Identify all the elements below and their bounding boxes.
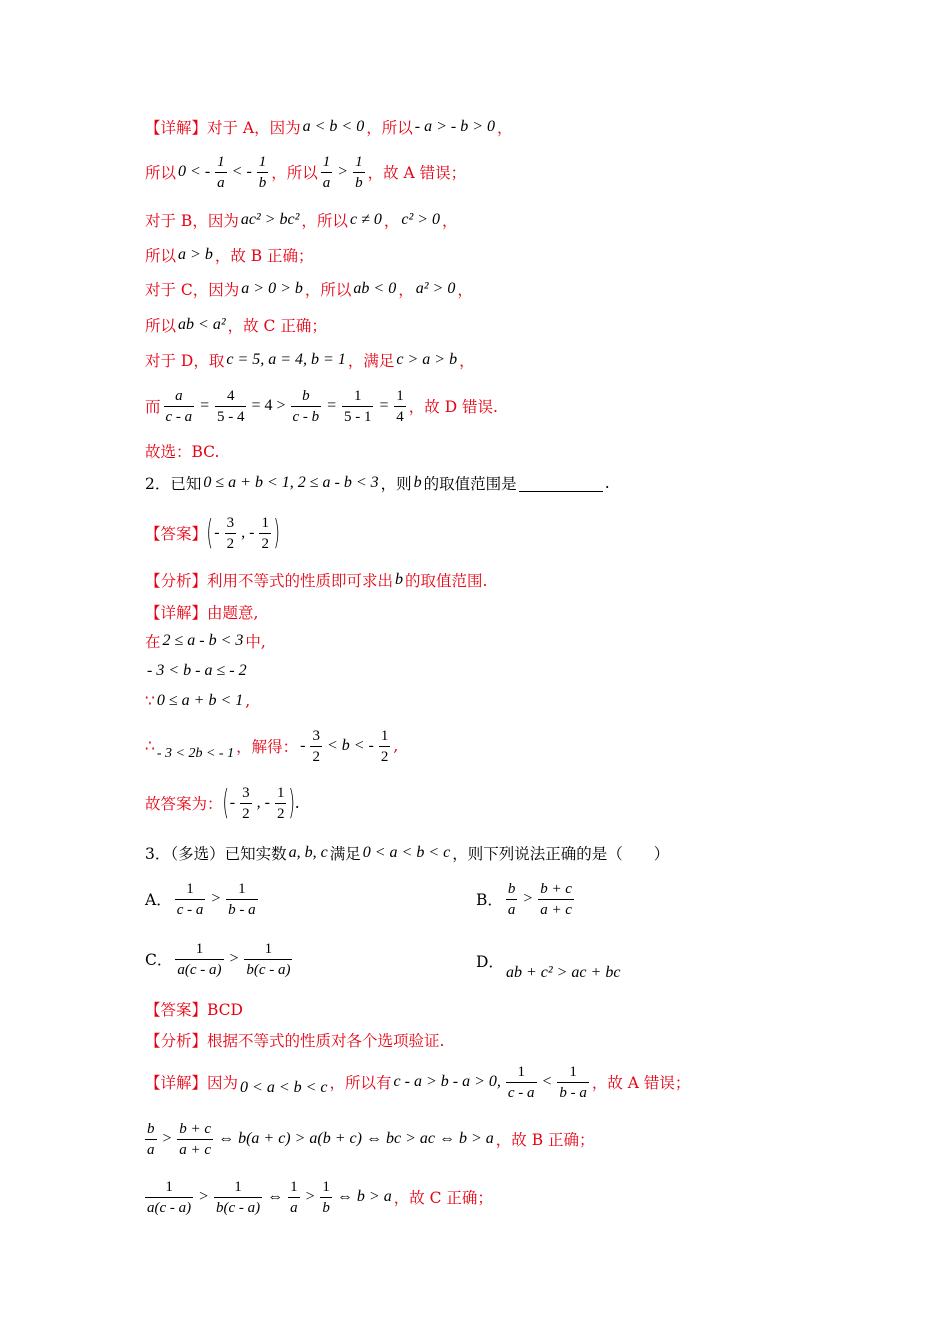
fraction: $\frac{1}{a}$	[290, 1178, 298, 1216]
fraction: $\frac{1}{b}$	[258, 153, 267, 191]
q2-step-1: 在 2 ≤ a - b < 3 中,	[145, 632, 266, 651]
q2-final: 故答案为： ( - $\frac{3}{2}$ , - $\frac{1}{2}$ ) .	[145, 783, 300, 823]
q2-analysis: 【分析】利用不等式的性质即可求出 b 的取值范围.	[145, 571, 488, 590]
p1-detail-tag: 【详解】对于 A，因为	[145, 119, 301, 137]
q2-step-3: ∵ 0 ≤ a + b < 1 ,	[145, 692, 251, 710]
fraction: $\frac{1}{5 - 1}$	[343, 387, 372, 425]
q3-detail-2: $\frac{b}{a}$ > $\frac{b + c}{a + c}$ ⇔ b(a + c) > a(b + c) ⇔ bc > ac ⇔ b > a ，故 B 正确；	[147, 1120, 595, 1158]
fraction: $\frac{3}{2}$	[242, 784, 250, 822]
fraction: $\frac{1}{c - a}$	[507, 1063, 535, 1101]
fraction: $\frac{1}{b}$	[322, 1178, 330, 1216]
fraction: $\frac{1}{2}$	[261, 514, 269, 552]
q3-option-b: B． $\frac{b}{a}$ > $\frac{b + c}{a + c}$	[476, 880, 572, 918]
p1-line-e: 对于 C，因为 a > 0 > b ，所以 ab < 0 ， a² > 0 ，	[145, 280, 473, 299]
fraction: $\frac{1}{b}$	[355, 153, 363, 191]
fraction: $\frac{3}{2}$	[226, 514, 235, 552]
fraction: $\frac{1}{a(c - a)}$	[177, 940, 222, 978]
q2-step-2: - 3 < b - a ≤ - 2	[147, 662, 247, 679]
p1-conclusion: 故选：BC.	[145, 443, 220, 461]
fraction: $\frac{b}{a}$	[147, 1120, 155, 1158]
q2-answer: 【答案】 ( - $\frac{3}{2}$ , - $\frac{1}{2}$ )	[145, 513, 280, 553]
p1-line-c: 对于 B，因为 ac² > bc² ，所以 c ≠ 0 ， c² > 0 ，	[145, 211, 458, 230]
p1-line-d: 所以 a > b ，故 B 正确；	[145, 246, 314, 265]
q3-analysis: 【分析】根据不等式的性质对各个选项验证.	[145, 1032, 445, 1050]
fraction: $\frac{4}{5 - 4}$	[216, 387, 245, 425]
fraction: $\frac{1}{4}$	[396, 387, 404, 425]
fraction: $\frac{1}{a}$	[217, 153, 225, 191]
fraction: $\frac{3}{2}$	[312, 727, 320, 765]
q2-detail: 【详解】由题意,	[145, 604, 259, 622]
fraction: $\frac{b}{a}$	[507, 880, 516, 918]
fraction: $\frac{1}{2}$	[380, 727, 389, 765]
fraction: $\frac{1}{2}$	[276, 784, 285, 822]
q3-option-c: C． $\frac{1}{a(c - a)}$ > $\frac{1}{b(c - a)}$	[145, 940, 291, 978]
p1-line-g: 对于 D，取 c = 5, a = 4, b = 1 ，满足 c > a > b ，	[145, 351, 475, 370]
q3-option-d: D． ab + c² > ac + bc	[476, 953, 621, 981]
q3-option-a: A． $\frac{1}{c - a}$ > $\frac{1}{b - a}$	[145, 880, 256, 918]
q2-step-4: ∴ - 3 < 2b < - 1 ，解得： - $\frac{3}{2}$ < b < - $\frac{1}{2}$ ,	[145, 727, 399, 765]
fraction: $\frac{1}{c - a}$	[176, 880, 204, 918]
q3-answer: 【答案】BCD	[145, 1001, 243, 1019]
q3-detail-1: 【详解】因为 0 < a < b < c ，所以有 c - a > b - a > 0, $\frac{1}{c - a}$ < $\frac{1}{b - a}$ ，故 A 错误；	[145, 1063, 691, 1101]
q3-stem: 3．（多选）已知实数 a, b, c 满足 0 < a < b < c ，则下列说法正确的是（ ）	[145, 844, 670, 863]
q3-detail-3: $\frac{1}{a(c - a)}$ > $\frac{1}{b(c - a)}$ ⇔ $\frac{1}{a}$ > $\frac{1}{b}$ ⇔ b > a ，故 C 正确；	[147, 1178, 493, 1216]
q2-stem: 2．已知 0 ≤ a + b < 1, 2 ≤ a - b < 3 ，则 b 的取值范围是 .	[145, 474, 610, 493]
p1-line-f: 所以 ab < a² ，故 C 正确；	[145, 316, 327, 335]
fraction: $\frac{1}{a(c - a)}$	[147, 1178, 192, 1216]
fraction: $\frac{1}{b - a}$	[228, 880, 256, 918]
answer-blank	[519, 475, 603, 492]
fraction: $\frac{b + c}{a + c}$	[179, 1120, 212, 1158]
p1-line-h: 而 $\frac{a}{c - a}$ = $\frac{4}{5 - 4}$ = 4 > $\frac{b}{c - b}$ = $\frac{1}{5 - 1}$ = $\frac{1}{4}$ ，故 D 错误.	[145, 387, 498, 425]
fraction: $\frac{a}{c - a}$	[165, 387, 193, 425]
fraction: $\frac{1}{a}$	[322, 153, 331, 191]
fraction: $\frac{1}{b - a}$	[559, 1063, 587, 1101]
fraction: $\frac{1}{b(c - a)}$	[215, 1178, 261, 1216]
fraction: $\frac{1}{b(c - a)}$	[246, 940, 291, 978]
p1-line-b: 所以 0 < - $\frac{1}{a}$ < - $\frac{1}{b}$ ，所以 $\frac{1}{a}$ > $\frac{1}{b}$ ，故 A 错误；	[145, 153, 467, 191]
p1-line-a: 【详解】对于 A，因为 a < b < 0 ，所以 - a > - b > 0 ，	[145, 118, 513, 137]
fraction: $\frac{b}{c - b}$	[292, 387, 320, 425]
fraction: $\frac{b + c}{a + c}$	[540, 880, 572, 918]
